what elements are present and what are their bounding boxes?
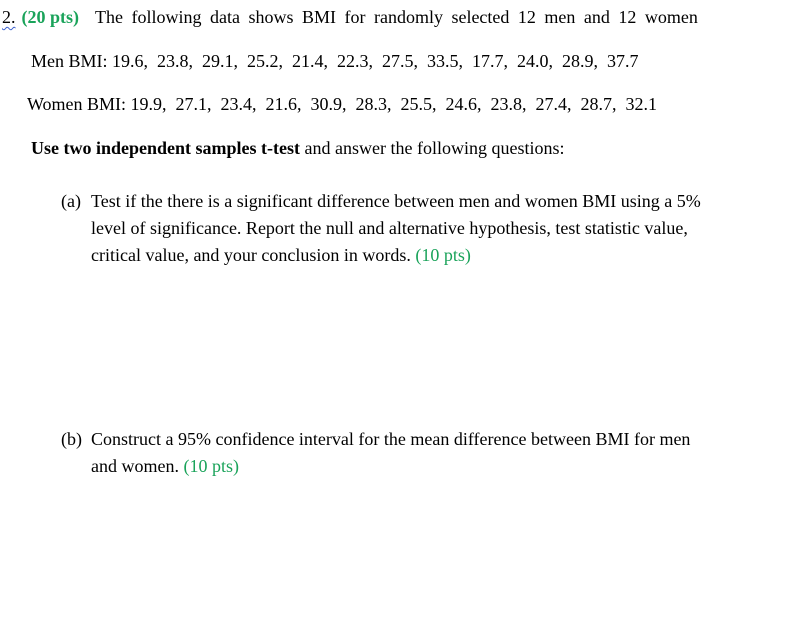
part-a-line3 — [91, 244, 471, 266]
part-b-label: (b) — [61, 429, 82, 449]
women-bmi-values: 19.9, 27.1, 23.4, 21.6, 30.9, 28.3, 25.5, 24.6, 23.8, 27.4, 28.7, 32.1 — [130, 94, 658, 114]
women-bmi-label: Women BMI: — [27, 94, 127, 114]
part-a-line1: Test if the there is a significant difference between men and women BMI using a 5% — [91, 191, 701, 211]
part-b-points: (10 pts) — [183, 456, 239, 476]
instruction-line — [31, 137, 564, 159]
part-a-line3-text: critical value, and your conclusion in words. — [91, 245, 411, 265]
instruction-rest: and answer the following questions: — [304, 138, 565, 158]
part-a-points: (10 pts) — [415, 245, 471, 265]
instruction-bold: Use two independent samples t-test — [31, 138, 300, 158]
part-a-line2: level of significance. Report the null and alternative hypothesis, test statistic value, — [91, 218, 688, 238]
men-bmi-line — [31, 50, 639, 72]
men-bmi-label: Men BMI: — [31, 51, 108, 71]
question-points: (20 pts) — [21, 7, 79, 27]
part-a-label: (a) — [61, 191, 81, 211]
men-bmi-values: 19.6, 23.8, 29.1, 25.2, 21.4, 22.3, 27.5, 33.5, 17.7, 24.0, 28.9, 37.7 — [112, 51, 639, 71]
part-b-line2-text: and women. — [91, 456, 179, 476]
question-intro: The following data shows BMI for randomly selected 12 men and 12 women — [95, 7, 698, 27]
question-header — [2, 6, 698, 28]
question-number: 2. — [2, 7, 16, 27]
part-b-line1: Construct a 95% confidence interval for the mean difference between BMI for men — [91, 429, 691, 449]
part-b-line2 — [91, 455, 239, 477]
women-bmi-line — [27, 93, 657, 115]
